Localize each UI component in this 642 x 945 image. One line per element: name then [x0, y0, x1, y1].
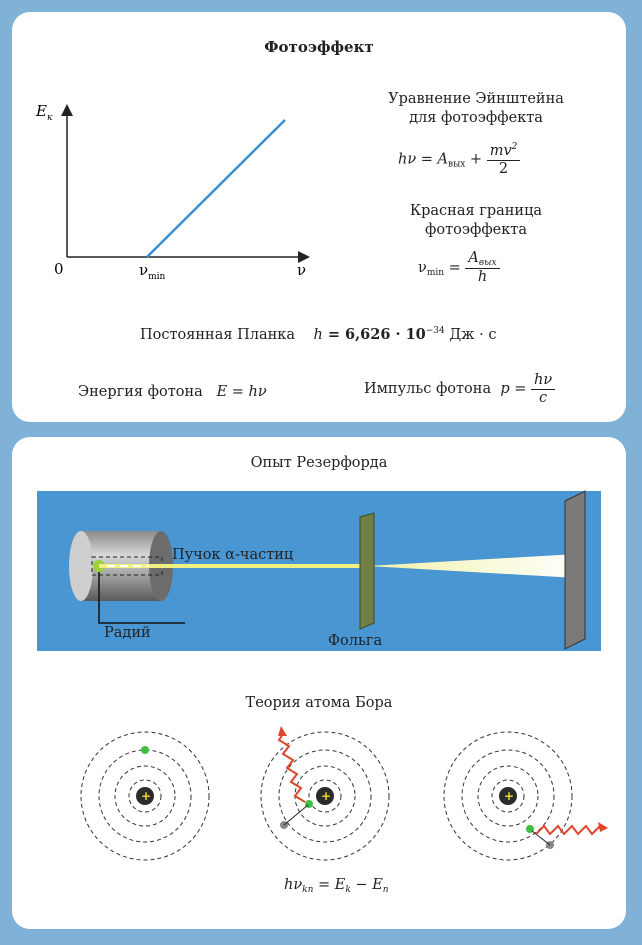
graph-x-label: ν	[297, 261, 307, 279]
photon-momentum: Импульс фотона p = $\frac{h\nu}{c}$	[364, 372, 555, 406]
nucleus-symbol: +	[504, 789, 515, 803]
beam-label: Пучок α-частиц	[172, 547, 294, 563]
rutherford-title: Опыт Резерфорда	[250, 455, 388, 471]
bohr-atom-2	[261, 726, 389, 860]
foil	[360, 513, 374, 629]
foil-label: Фольга	[328, 633, 383, 649]
electron	[141, 746, 149, 754]
photoeffect-graph	[36, 92, 322, 282]
photon-energy: Энергия фотона E = hν	[78, 384, 267, 400]
graph-y-label: $E_к$	[36, 102, 53, 123]
photoeffect-title: Фотоэффект	[264, 38, 374, 56]
planck-constant: Постоянная Планка $h = 6,626 \cdot 10^{-34}$ Дж · с	[140, 326, 497, 343]
graph-line	[147, 120, 285, 257]
photon-emitted	[536, 826, 600, 834]
einstein-heading: Уравнение Эйнштейна для фотоэффекта	[388, 91, 564, 126]
bohr-atom-1	[81, 732, 209, 860]
bohr-formula: $h\nu_{kn} = E_k - E_n$	[284, 877, 389, 895]
bohr-atoms	[62, 721, 622, 871]
photon-absorbed	[279, 734, 305, 802]
graph-origin-label: 0	[54, 260, 64, 278]
radium-label: Радий	[104, 625, 151, 641]
nucleus-symbol: +	[321, 789, 332, 803]
detection-screen	[565, 491, 585, 649]
bohr-title: Теория атома Бора	[245, 695, 393, 711]
bohr-atom-3	[444, 732, 608, 860]
rutherford-bohr-card	[12, 437, 626, 929]
nucleus-symbol: +	[141, 789, 152, 803]
einstein-equation: $h\nu = A_{вых}$ + $\frac{mv^2}{2}$	[398, 142, 520, 177]
red-limit-formula: $\nu_{min}$ = $\frac{A_{вых}}{h}$	[418, 250, 500, 286]
red-limit-heading: Красная граница фотоэффекта	[409, 203, 543, 238]
graph-nu-min-label: $\nu_{min}$	[139, 261, 166, 282]
photoeffect-card	[12, 12, 626, 422]
